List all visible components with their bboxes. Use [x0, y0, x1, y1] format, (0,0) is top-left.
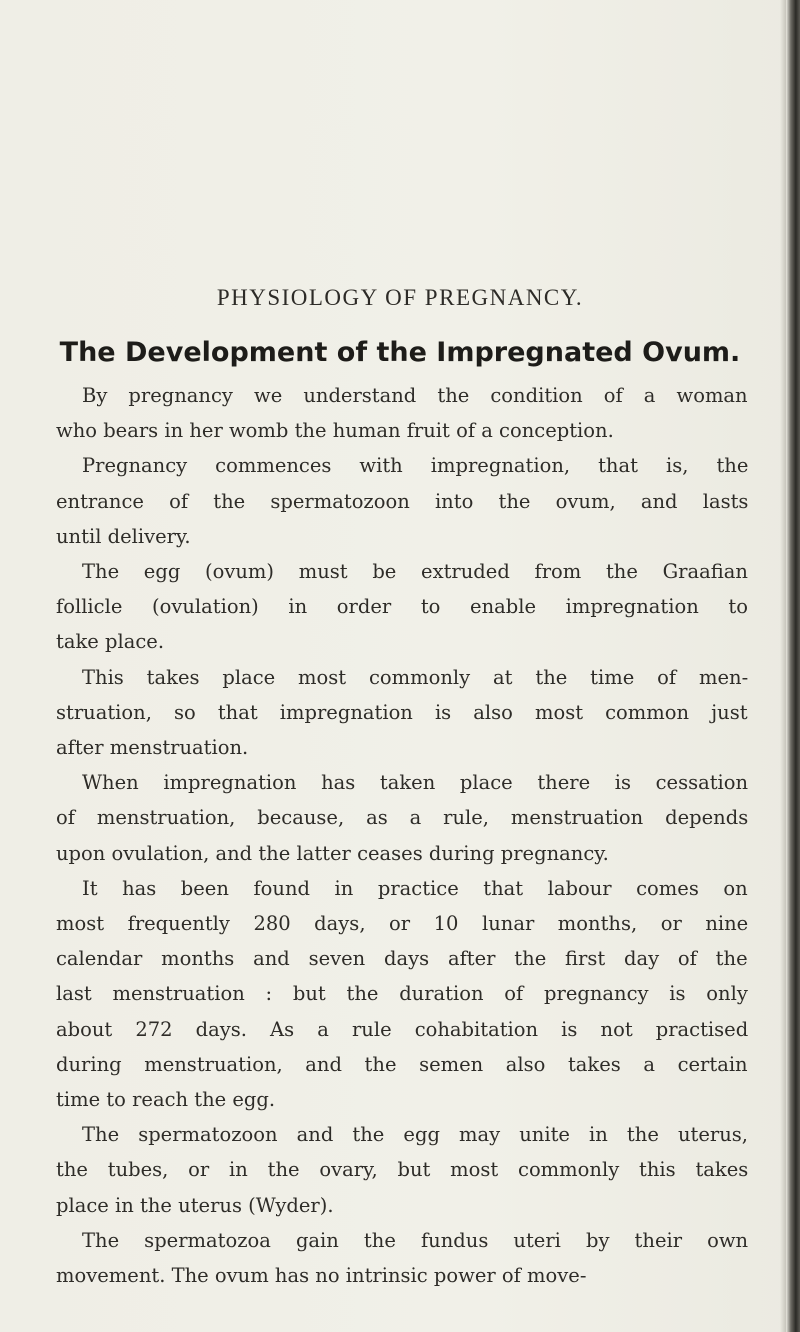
text-line: upon ovulation, and the latter ceases during pregnancy. [56, 841, 609, 865]
page-edge-shadow [786, 0, 800, 1332]
text-line: This takes place most commonly at the time of men- [82, 665, 749, 689]
text-line: It has been found in practice that labour comes on [82, 876, 748, 900]
text-line: By pregnancy we understand the condition of a woman [82, 384, 748, 407]
chapter-title: The Development of the Impregnated Ovum. [59, 337, 741, 368]
text-line: place in the uterus (Wyder). [56, 1193, 334, 1217]
running-head: PHYSIOLOGY OF PREGNANCY. [216, 285, 584, 310]
text-line: until delivery. [56, 524, 191, 548]
text-line: during menstruation, and the semen also takes a certain [56, 1052, 748, 1076]
text-line: struation, so that impregnation is also most common just [56, 700, 748, 724]
text-line: The spermatozoa gain the fundus uteri by their own [82, 1228, 749, 1252]
text-line: about 272 days. As a rule cohabitation is not practised [56, 1017, 749, 1041]
text-line: who bears in her womb the human fruit of a conception. [56, 419, 614, 443]
text-line: most frequently 280 days, or 10 lunar months, or nine [56, 912, 749, 935]
text-line: follicle (ovulation) in order to enable impregnation to [56, 595, 748, 619]
text-line: The egg (ovum) must be extruded from the Graafian [82, 560, 748, 583]
text-line: time to reach the egg. [56, 1088, 276, 1111]
text-line: entrance of the spermatozoon into the ovum, and lasts [56, 489, 749, 513]
text-line: calendar months and seven days after the first day of the [56, 947, 748, 971]
text-line: When impregnation has taken place there is cessation [82, 771, 749, 795]
text-line: of menstruation, because, as a rule, menstruation depends [56, 806, 749, 830]
text-line: after menstruation. [56, 736, 249, 759]
text-line: Pregnancy commences with impregnation, that is, the [82, 454, 749, 478]
text-line: The spermatozoon and the egg may unite in the uterus, [82, 1123, 748, 1147]
text-line: movement. The ovum has no intrinsic power of move- [56, 1264, 587, 1287]
text-line: the tubes, or in the ovary, but most commonly this takes [56, 1158, 749, 1182]
text-line: take place. [56, 630, 165, 654]
text-line: last menstruation : but the duration of pregnancy is only [56, 982, 748, 1006]
